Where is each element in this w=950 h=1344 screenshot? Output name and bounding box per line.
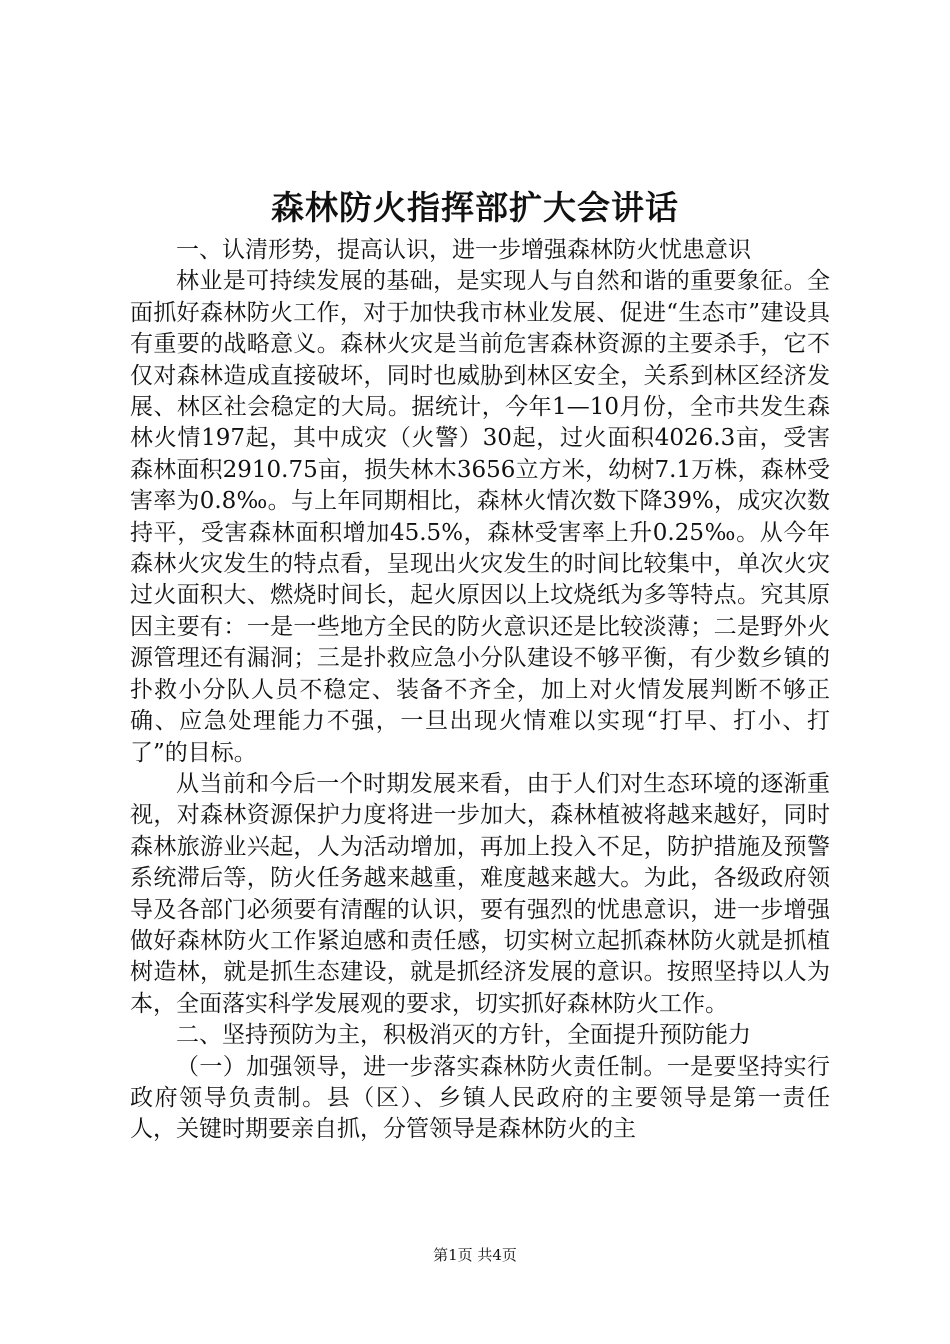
section-heading-1: 一、认清形势，提高认识，进一步增强森林防火忧患意识 [176,237,751,263]
document-title: 森林防火指挥部扩大会讲话 [271,188,679,227]
paragraph-1: 林业是可持续发展的基础，是实现人与自然和谐的重要象征。全面抓好森林防火工作，对于加快我市林业发展、促进“生态市”建设具有重要的战略意义。森林火灾是当前危害森林资源的主要杀手，它不仅对森林造成直接破坏，同时也威胁到林区安全，关系到林区经济发展、林区社会稳定的大局。据统计，今年1—10月份，全市共发生森林火情197起，其中成灾（火警）30起，过火面积4026.3亩，受害森林面积2910.75亩，损失林木3656立方米，幼树7.1万株，森林受害率为0.8‰。与上年同期相比，森林火情次数下降39%，成灾次数持平，受害森林面积增加45.5%，森林受害率上升0.25‰。从今年森林火灾发生的特点看，呈现出火灾发生的时间比较集中，单次火灾过火面积大、燃烧时间长，起火原因以上坟烧纸为多等特点。究其原因主要有：一是一些地方全民的防火意识还是比较淡薄；二是野外火源管理还有漏洞；三是扑救应急小分队建设不够平衡，有少数乡镇的扑救小分队人员不稳定、装备不齐全，加上对火情发展判断不够正确、应急处理能力不强，一旦出现火情难以实现“打早、打小、打了”的目标。 [130,268,830,766]
paragraph-2: 从当前和今后一个时期发展来看，由于人们对生态环境的逐渐重视，对森林资源保护力度将进一步加大，森林植被将越来越好，同时森林旅游业兴起，人为活动增加，再加上投入不足，防护措施及预警系统滞后等，防火任务越来越重，难度越来越大。为此，各级政府领导及各部门必须要有清醒的认识，要有强烈的忧患意识，进一步增强做好森林防火工作紧迫感和责任感，切实树立起抓森林防火就是抓植树造林，就是抓生态建设，就是抓经济发展的意识。按照坚持以人为本，全面落实科学发展观的要求，切实抓好森林防火工作。 [130,770,830,1017]
page-footer: 第1页 共4页 [433,1246,517,1264]
section-heading-2: 二、坚持预防为主，积极消灭的方针，全面提升预防能力 [176,1022,751,1049]
paragraph-3: （一）加强领导，进一步落实森林防火责任制。一是要坚持实行政府领导负责制。县（区）、乡镇人民政府的主要领导是第一责任人，关键时期要亲自抓，分管领导是森林防火的主 [130,1053,830,1143]
document-body [130,235,830,1146]
